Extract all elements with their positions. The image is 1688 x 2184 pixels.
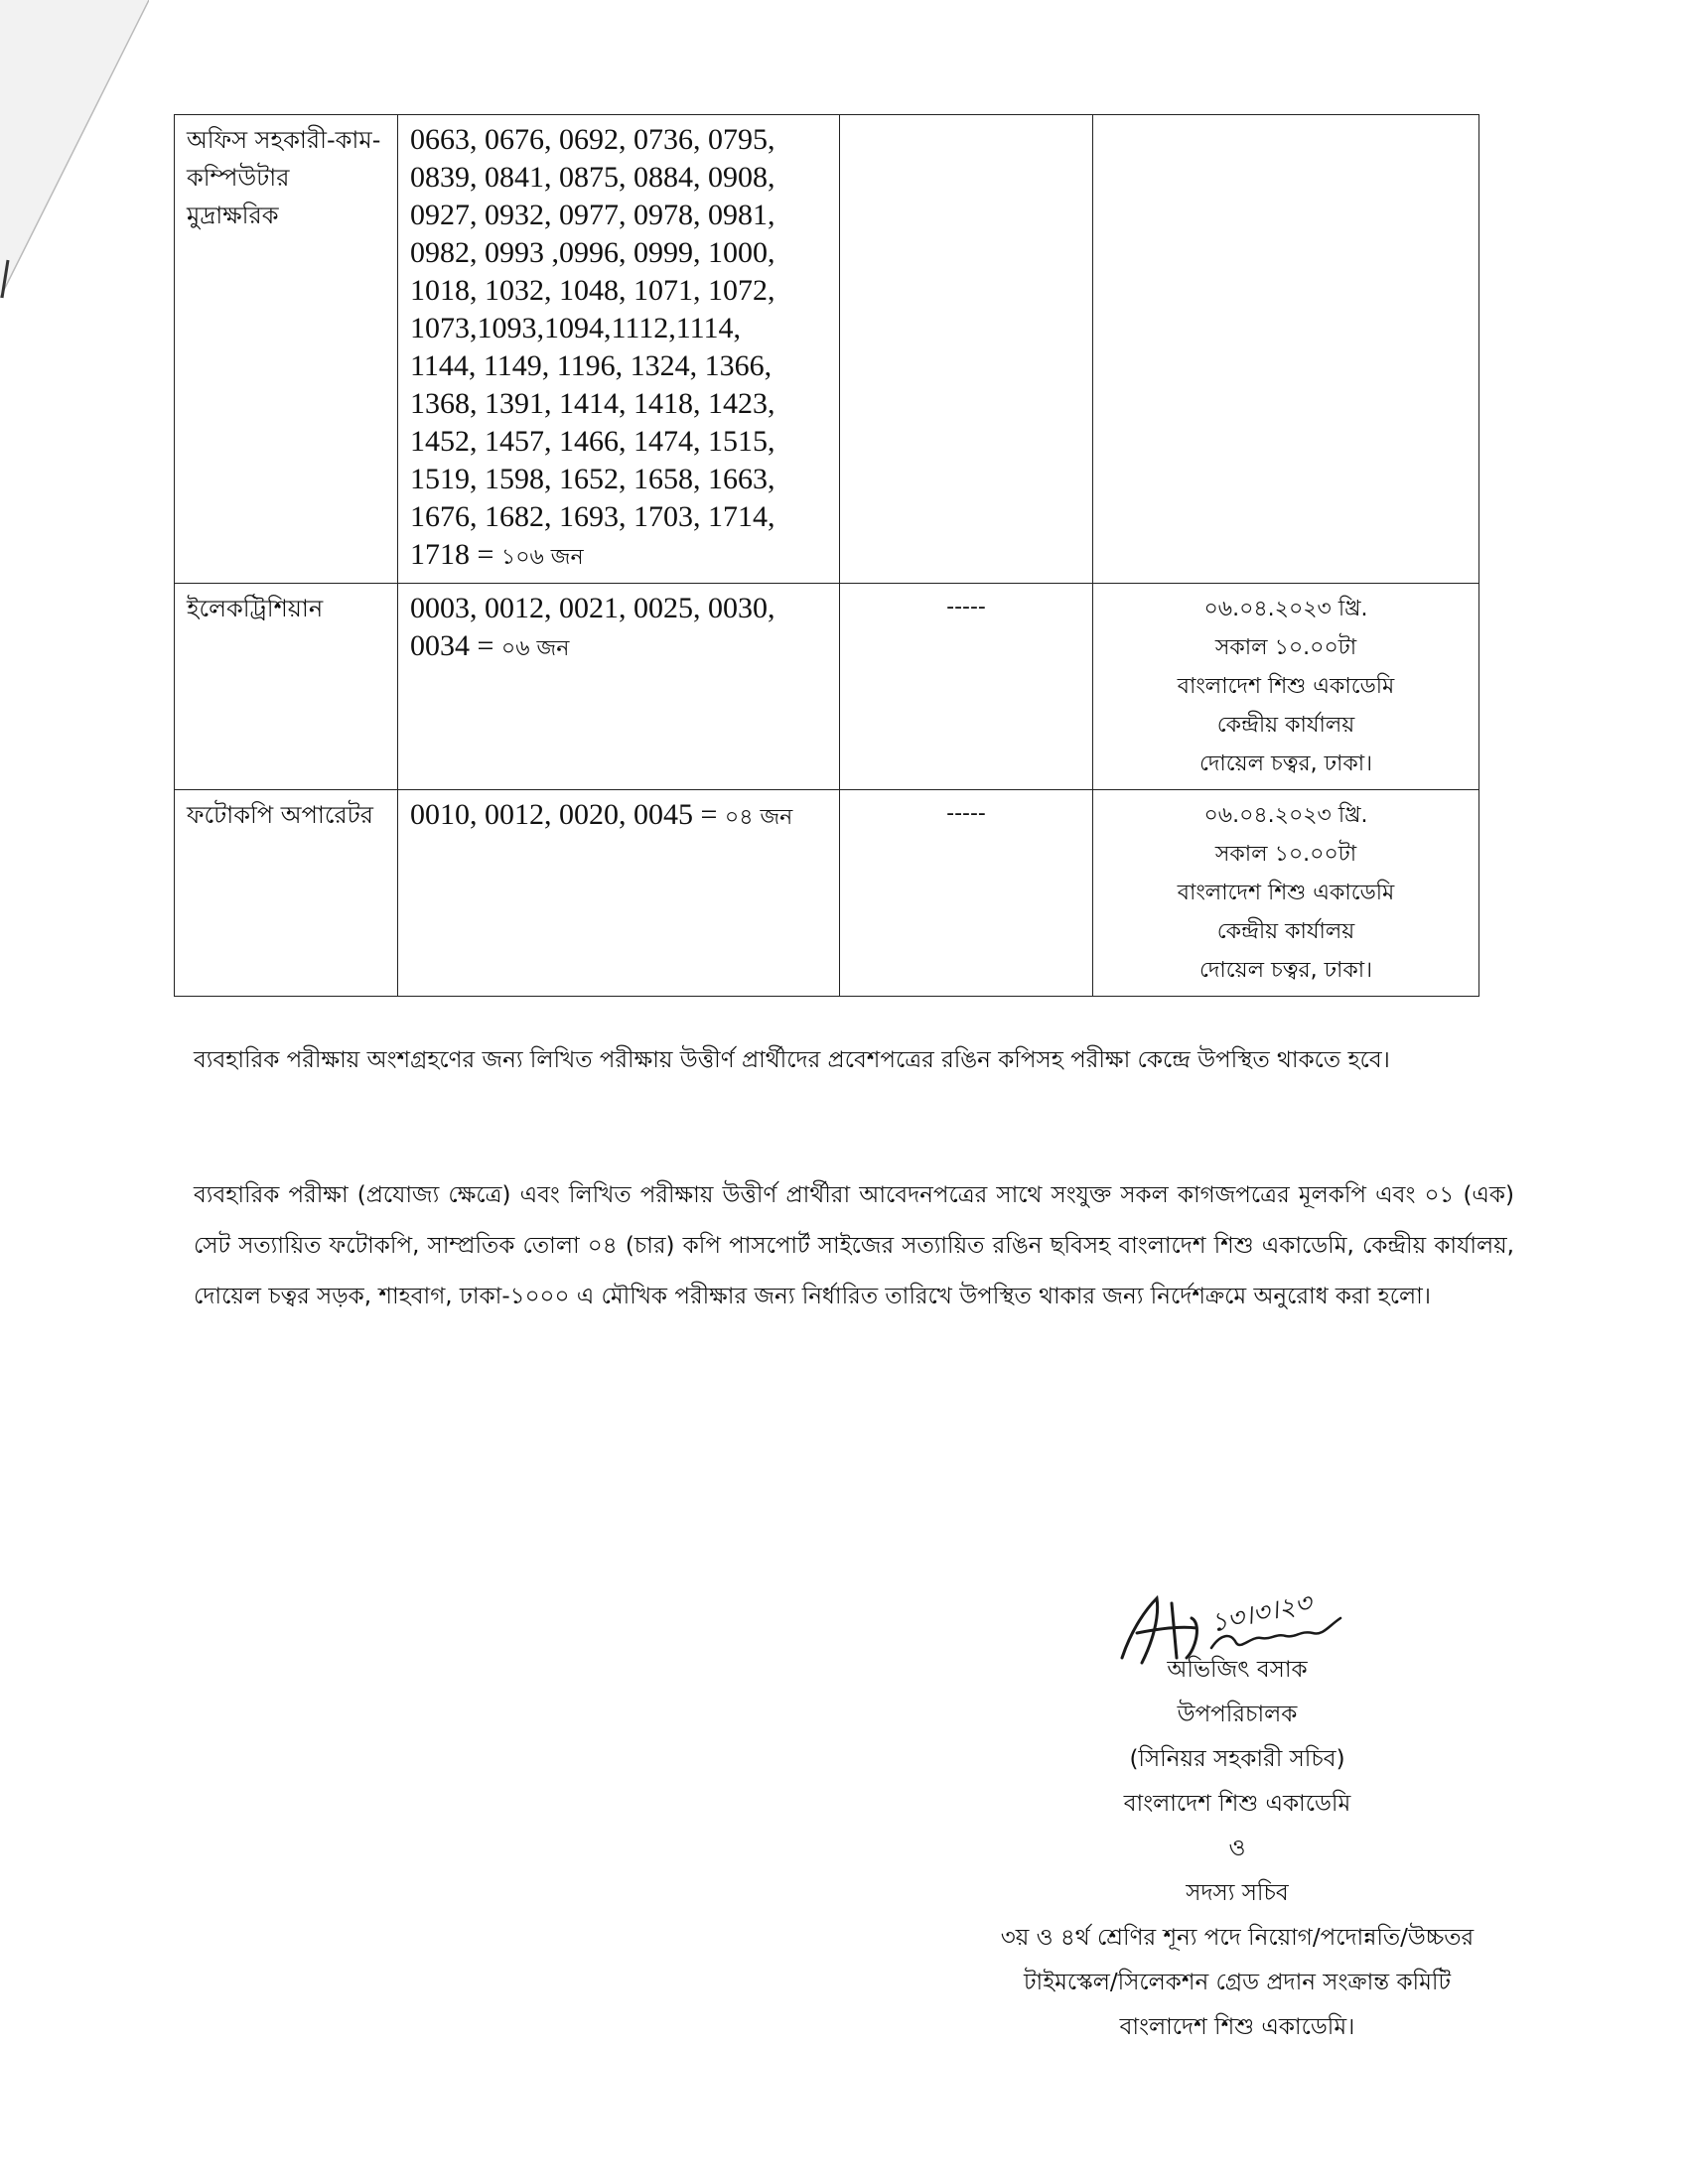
notice-paragraph-viva-documents: ব্যবহারিক পরীক্ষা (প্রযোজ্য ক্ষেত্রে) এবং লিখিত পরীক্ষায় উত্তীর্ণ প্রার্থীরা আবেদনপত্রের সাথে সংযুক্ত সকল কাগজপত্রের মূলকপি এবং ০১ (এক) সেট সত্যায়িত ফটোকপি, সাম্প্রতিক তোলা ০৪ (চার) কপি পাসপোর্ট সাইজের সত্যায়িত রঙিন ছবিসহ বাংলাদেশ শিশু একাডেমি, কেন্দ্রীয় কার্যালয়, দোয়েল চত্বর সড়ক, শাহবাগ, ঢাকা-১০০০ এ মৌখিক পরীক্ষার জন্য নির্ধারিত তারিখে উপস্থিত থাকার জন্য নির্দেশক্রমে অনুরোধ করা হলো। [194, 1182, 1514, 1309]
roll-numbers-cell [398, 790, 840, 997]
notice-paragraph-admit-card: ব্যবহারিক পরীক্ষায় অংশগ্রহণের জন্য লিখিত পরীক্ষায় উত্তীর্ণ প্রার্থীদের প্রবেশপত্রের রঙিন কপিসহ পরীক্ষা কেন্দ্রে উপস্থিত থাকতে হবে। [194, 1047, 1390, 1073]
roll-line: 1073,1093,1094,1112,1114, [410, 312, 742, 344]
committee-line: টাইমস্কেল/সিলেকশন গ্রেড প্রদান সংক্রান্ত কমিটি [1024, 1970, 1451, 1995]
roll-line: 0003, 0012, 0021, 0025, 0030, [410, 592, 775, 624]
venue-office: কেন্দ্রীয় কার্যালয় [1216, 713, 1355, 738]
committee-line: ৩য় ও ৪র্থ শ্রেণির শূন্য পদে নিয়োগ/পদোন্নতি/উচ্চতর [1000, 1925, 1475, 1951]
results-table [174, 114, 1479, 997]
signatory-designation: উপপরিচালক [1177, 1702, 1298, 1727]
table-row [175, 790, 1479, 997]
signature-block [691, 1648, 1688, 2050]
post-name: ইলেকট্রিশিয়ান [187, 595, 324, 622]
post-name: অফিস সহকারী-কাম-কম্পিউটার মুদ্রাক্ষরিক [187, 126, 381, 229]
roll-line-last [410, 536, 827, 577]
viva-time: সকাল ১০.০০টা [1214, 635, 1357, 660]
roll-line: 0927, 0932, 0977, 0978, 0981, [410, 199, 775, 231]
roll-line: 1018, 1032, 1048, 1071, 1072, [410, 274, 775, 307]
viva-schedule-cell [1093, 584, 1479, 790]
practical-exam-value: ----- [946, 801, 986, 826]
practical-exam-cell [840, 584, 1093, 790]
venue-address: দোয়েল চত্বর, ঢাকা। [1198, 751, 1373, 776]
table-row [175, 115, 1479, 584]
roll-line: 1368, 1391, 1414, 1418, 1423, [410, 387, 775, 420]
roll-line: 0034 = [410, 629, 494, 662]
roll-line: 0982, 0993 ,0996, 0999, 1000, [410, 236, 775, 269]
committee-org: বাংলাদেশ শিশু একাডেমি। [1119, 2014, 1355, 2040]
viva-date: ০৬.০৪.২০২৩ খ্রি. [1203, 597, 1368, 621]
practical-exam-cell [840, 790, 1093, 997]
roll-line: 1676, 1682, 1693, 1703, 1714, [410, 500, 775, 533]
signatory-organization: বাংলাদেশ শিশু একাডেমি [1123, 1791, 1351, 1817]
post-name-cell [175, 115, 398, 584]
roll-numbers-cell [398, 115, 840, 584]
venue-org: বাংলাদেশ শিশু একাডেমি [1177, 881, 1395, 905]
viva-schedule-cell [1093, 115, 1479, 584]
roll-line-last [410, 796, 827, 837]
venue-office: কেন্দ্রীয় কার্যালয় [1216, 919, 1355, 944]
roll-line: 1452, 1457, 1466, 1474, 1515, [410, 425, 775, 458]
viva-date: ০৬.০৪.২০২৩ খ্রি. [1203, 803, 1368, 828]
signatory-name: অভিজিৎ বসাক [1167, 1657, 1308, 1683]
handwritten-date: ১৩।৩।২৩ [1207, 1587, 1315, 1639]
scan-edge-mark [0, 0, 149, 328]
roll-line: 0010, 0012, 0020, 0045 = [410, 798, 718, 831]
roll-line: 1144, 1149, 1196, 1324, 1366, [410, 349, 773, 382]
viva-schedule-cell [1093, 790, 1479, 997]
roll-line: 0663, 0676, 0692, 0736, 0795, [410, 123, 775, 156]
practical-exam-value: ----- [946, 595, 986, 619]
post-name: ফটোকপি অপারেটর [187, 801, 373, 829]
conjunction: ও [1228, 1836, 1246, 1861]
table-row [175, 584, 1479, 790]
venue-org: বাংলাদেশ শিশু একাডেমি [1177, 674, 1395, 699]
roll-line: 0839, 0841, 0875, 0884, 0908, [410, 161, 775, 194]
candidate-count: ১০৬ জন [500, 545, 584, 570]
roll-line: 1718 = [410, 538, 494, 571]
post-name-cell [175, 790, 398, 997]
viva-time: সকাল ১০.০০টা [1214, 842, 1357, 867]
roll-line-last [410, 627, 827, 668]
candidate-count: ০৪ জন [724, 805, 793, 830]
signatory-rank: (সিনিয়র সহকারী সচিব) [1129, 1746, 1345, 1772]
practical-exam-cell [840, 115, 1093, 584]
venue-address: দোয়েল চত্বর, ঢাকা। [1198, 958, 1373, 983]
post-name-cell [175, 584, 398, 790]
roll-line: 1519, 1598, 1652, 1658, 1663, [410, 463, 775, 495]
roll-numbers-cell [398, 584, 840, 790]
signatory-role: সদস্য সচিব [1186, 1880, 1289, 1906]
candidate-count: ০৬ জন [500, 636, 570, 661]
